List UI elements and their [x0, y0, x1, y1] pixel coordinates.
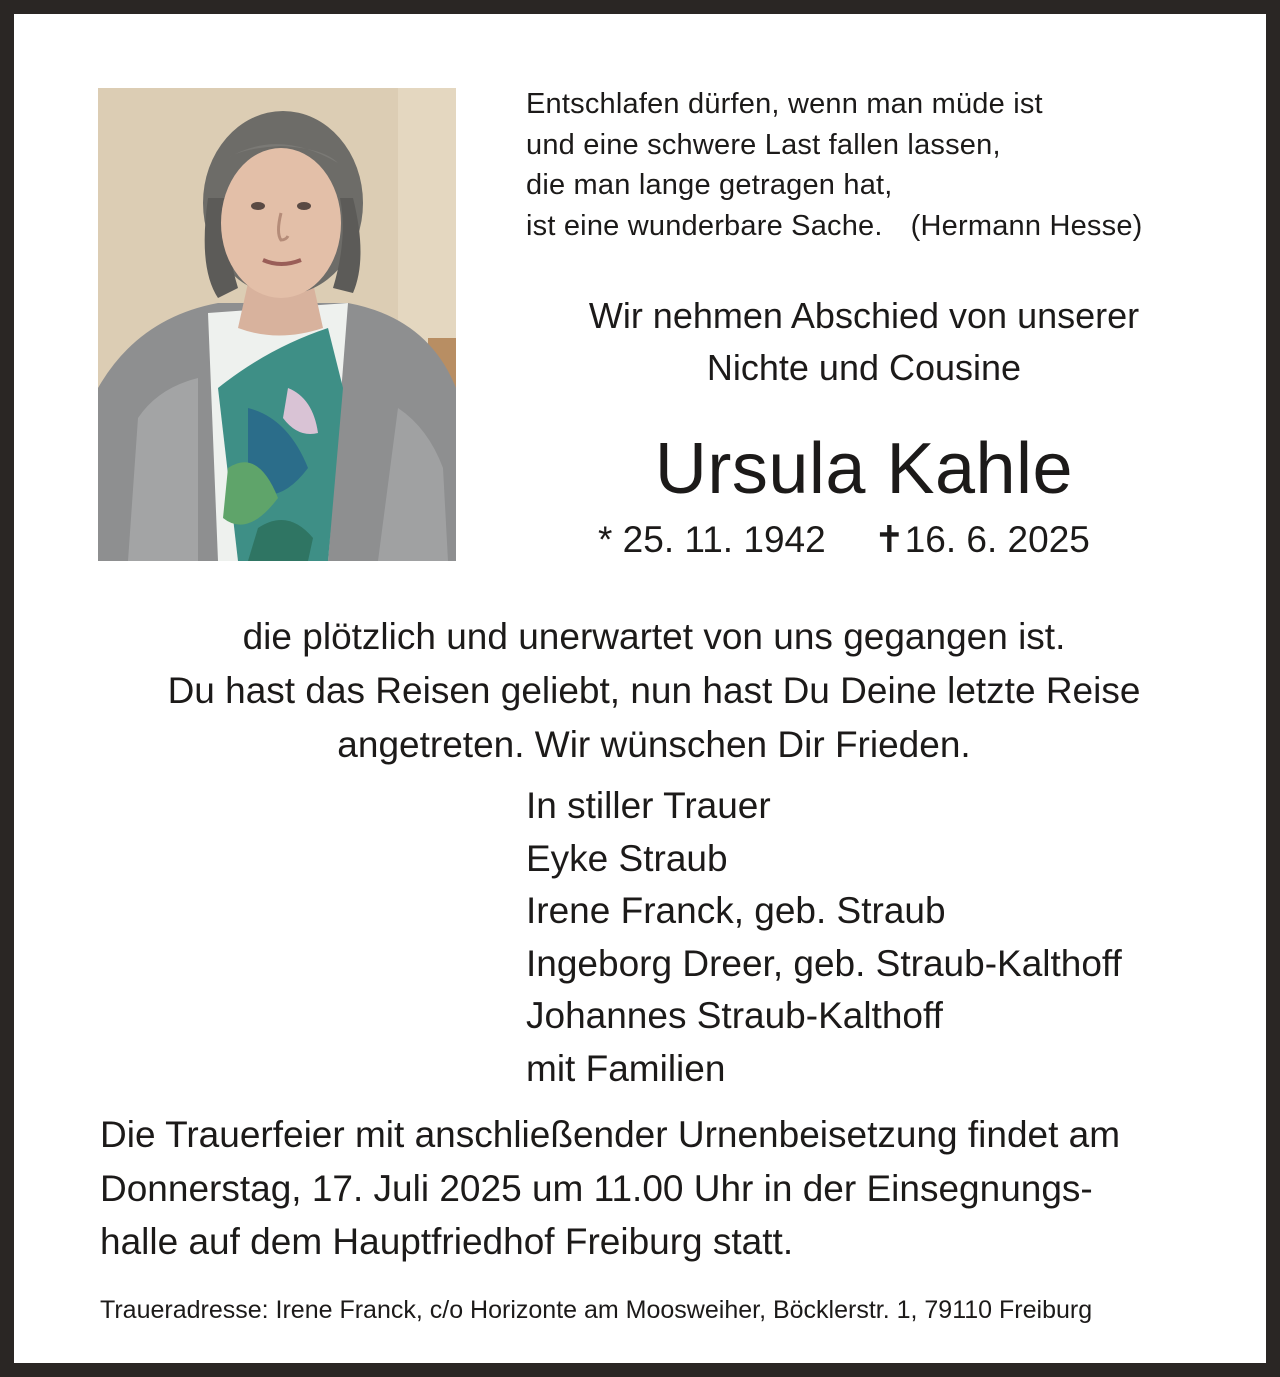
quote-line: Entschlafen dürfen, wenn man müde ist	[526, 88, 1043, 120]
mourners-intro: In stiller Trauer	[526, 785, 771, 826]
mourners-list	[526, 780, 1122, 1095]
birth-date: * 25. 11. 1942	[598, 519, 826, 560]
mourning-address: Traueradresse: Irene Franck, c/o Horizonte am Moosweiher, Böcklerstr. 1, 79110 Freiburg	[100, 1296, 1093, 1324]
message-line: Du hast das Reisen geliebt, nun hast Du Deine letzte Reise	[167, 670, 1141, 711]
mourner-name: Irene Franck, geb. Straub	[526, 890, 946, 931]
death-date: ✝16. 6. 2025	[873, 519, 1090, 560]
mourner-name: Ingeborg Dreer, geb. Straub-Kalthoff	[526, 942, 1122, 984]
portrait-photo	[98, 88, 456, 561]
hesse-quote	[526, 84, 1226, 246]
quote-line-last	[526, 206, 1226, 247]
life-dates	[598, 516, 1090, 564]
quote-line: und eine schwere Last fallen lassen,	[526, 128, 1001, 161]
farewell-heading	[484, 290, 1244, 394]
message-line: angetreten. Wir wünschen Dir Frieden.	[337, 724, 971, 765]
farewell-line: Wir nehmen Abschied von unserer	[588, 295, 1140, 336]
quote-line: die man lange getragen hat,	[526, 169, 893, 201]
farewell-line: Nichte und Cousine	[706, 347, 1022, 388]
memorial-message	[54, 610, 1254, 772]
ceremony-line: Die Trauerfeier mit anschließender Urnenbeisetzung findet am	[100, 1114, 1121, 1155]
portrait-illustration	[98, 88, 456, 561]
ceremony-line: halle auf dem Hauptfriedhof Freiburg statt.	[100, 1221, 794, 1262]
quote-text: ist eine wunderbare Sache.	[526, 209, 883, 242]
mourner-name: Johannes Straub-Kalthoff	[526, 995, 943, 1036]
mourner-name: Eyke Straub	[526, 837, 728, 879]
mourners-families: mit Familien	[526, 1047, 726, 1089]
deceased-name: Ursula Kahle	[654, 429, 1074, 509]
funeral-ceremony-info	[100, 1108, 1210, 1269]
ceremony-line: Donnerstag, 17. Juli 2025 um 11.00 Uhr in der Einsegnungs-	[100, 1167, 1093, 1209]
quote-attribution: (Hermann Hesse)	[910, 209, 1143, 242]
message-line: die plötzlich und unerwartet von uns gegangen ist.	[242, 616, 1066, 657]
